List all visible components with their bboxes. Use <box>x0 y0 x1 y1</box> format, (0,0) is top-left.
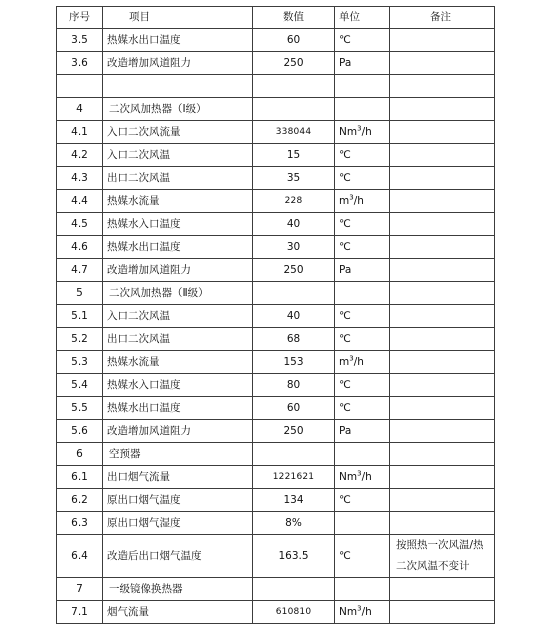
row-no: 7.1 <box>57 601 103 624</box>
row-note <box>390 121 495 144</box>
row-note <box>390 213 495 236</box>
table-row <box>57 489 495 512</box>
table-row <box>57 236 495 259</box>
row-no: 7 <box>57 578 103 601</box>
row-no: 6 <box>57 443 103 466</box>
row-value: 68 <box>253 328 335 351</box>
table-row <box>57 351 495 374</box>
row-unit: Pa <box>335 420 390 443</box>
row-value: 80 <box>253 374 335 397</box>
row-no: 5.4 <box>57 374 103 397</box>
row-no <box>57 75 103 98</box>
table-row <box>57 305 495 328</box>
row-no: 6.2 <box>57 489 103 512</box>
row-note <box>390 144 495 167</box>
row-note <box>390 397 495 420</box>
row-note <box>390 601 495 624</box>
row-no: 3.6 <box>57 52 103 75</box>
row-note <box>390 466 495 489</box>
row-value: 338044 <box>253 121 335 144</box>
row-value <box>253 75 335 98</box>
row-item: 热媒水流量 <box>103 190 253 213</box>
row-unit: ℃ <box>335 535 390 578</box>
row-value: 35 <box>253 167 335 190</box>
row-no: 3.5 <box>57 29 103 52</box>
row-unit: Nm$^3$/h <box>335 601 390 624</box>
header-value: 数值 <box>253 7 335 29</box>
row-unit: ℃ <box>335 489 390 512</box>
row-unit: ℃ <box>335 167 390 190</box>
row-unit: Nm$^3$/h <box>335 466 390 489</box>
row-item: 改造增加风道阻力 <box>103 420 253 443</box>
row-note <box>390 282 495 305</box>
header-unit: 单位 <box>335 7 390 29</box>
table-row <box>57 213 495 236</box>
row-note <box>390 167 495 190</box>
table-row <box>57 397 495 420</box>
row-unit: ℃ <box>335 29 390 52</box>
table-row <box>57 512 495 535</box>
row-unit: Pa <box>335 52 390 75</box>
row-item: 热媒水出口温度 <box>103 236 253 259</box>
header-no: 序号 <box>57 7 103 29</box>
row-note <box>390 420 495 443</box>
row-item: 入口二次风流量 <box>103 121 253 144</box>
row-value: 228 <box>253 190 335 213</box>
row-item: 入口二次风温 <box>103 144 253 167</box>
row-note <box>390 328 495 351</box>
row-item: 热媒水流量 <box>103 351 253 374</box>
row-item: 出口烟气流量 <box>103 466 253 489</box>
row-value: 250 <box>253 259 335 282</box>
row-unit: ℃ <box>335 144 390 167</box>
table-row <box>57 52 495 75</box>
section-title: 二次风加热器（Ⅱ级） <box>103 282 253 305</box>
table-row <box>57 29 495 52</box>
row-value: 1221621 <box>253 466 335 489</box>
row-item: 原出口烟气湿度 <box>103 512 253 535</box>
row-note <box>390 29 495 52</box>
table-row <box>57 259 495 282</box>
row-item: 出口二次风温 <box>103 328 253 351</box>
row-unit <box>335 98 390 121</box>
row-value: 610810 <box>253 601 335 624</box>
row-note <box>390 236 495 259</box>
table-row <box>57 374 495 397</box>
row-item <box>103 75 253 98</box>
row-unit: ℃ <box>335 213 390 236</box>
row-no: 5.1 <box>57 305 103 328</box>
row-note <box>390 374 495 397</box>
row-value: 60 <box>253 29 335 52</box>
row-no: 4 <box>57 98 103 121</box>
row-item: 热媒水出口温度 <box>103 29 253 52</box>
row-item: 入口二次风温 <box>103 305 253 328</box>
row-unit <box>335 75 390 98</box>
row-no: 5.2 <box>57 328 103 351</box>
row-no: 6.4 <box>57 535 103 578</box>
row-item: 原出口烟气温度 <box>103 489 253 512</box>
row-note <box>390 489 495 512</box>
row-no: 4.3 <box>57 167 103 190</box>
row-unit <box>335 443 390 466</box>
table-row <box>57 466 495 489</box>
row-item: 改造后出口烟气温度 <box>103 535 253 578</box>
row-value: 250 <box>253 420 335 443</box>
table-row-empty <box>57 75 495 98</box>
row-item: 改造增加风道阻力 <box>103 52 253 75</box>
row-value: 250 <box>253 52 335 75</box>
row-no: 4.2 <box>57 144 103 167</box>
header-item: 项目 <box>103 7 253 29</box>
row-no: 6.1 <box>57 466 103 489</box>
row-item: 热媒水出口温度 <box>103 397 253 420</box>
section-row <box>57 282 495 305</box>
row-note <box>390 512 495 535</box>
table-row <box>57 121 495 144</box>
row-value <box>253 282 335 305</box>
section-row <box>57 98 495 121</box>
table-row <box>57 601 495 624</box>
row-value: 40 <box>253 213 335 236</box>
row-value: 134 <box>253 489 335 512</box>
row-value: 153 <box>253 351 335 374</box>
row-note <box>390 259 495 282</box>
row-unit <box>335 578 390 601</box>
row-value: 15 <box>253 144 335 167</box>
row-no: 4.1 <box>57 121 103 144</box>
row-no: 4.4 <box>57 190 103 213</box>
row-note <box>390 190 495 213</box>
row-value: 60 <box>253 397 335 420</box>
section-title: 一级镜像换热器 <box>103 578 253 601</box>
row-item: 热媒水入口温度 <box>103 374 253 397</box>
row-unit: $m^3/h$ <box>335 190 390 213</box>
row-note <box>390 443 495 466</box>
row-unit: ℃ <box>335 328 390 351</box>
row-item: 改造增加风道阻力 <box>103 259 253 282</box>
row-note <box>390 75 495 98</box>
section-row <box>57 578 495 601</box>
table-row <box>57 420 495 443</box>
row-unit: ℃ <box>335 236 390 259</box>
table-header-row <box>57 7 495 29</box>
row-note <box>390 578 495 601</box>
row-no: 5.3 <box>57 351 103 374</box>
row-note <box>390 52 495 75</box>
row-value: 8% <box>253 512 335 535</box>
row-unit: ℃ <box>335 305 390 328</box>
table-row <box>57 167 495 190</box>
section-title: 二次风加热器（Ⅰ级） <box>103 98 253 121</box>
row-unit: ℃ <box>335 374 390 397</box>
row-no: 4.7 <box>57 259 103 282</box>
table-row <box>57 190 495 213</box>
section-row <box>57 443 495 466</box>
row-value: 163.5 <box>253 535 335 578</box>
row-unit <box>335 282 390 305</box>
row-no: 5.5 <box>57 397 103 420</box>
parameter-table <box>56 6 495 624</box>
row-note <box>390 98 495 121</box>
row-unit: $m^3/h$ <box>335 351 390 374</box>
row-unit: Nm$^3$/h <box>335 121 390 144</box>
table-row <box>57 144 495 167</box>
table-row <box>57 535 495 578</box>
row-note <box>390 305 495 328</box>
row-no: 6.3 <box>57 512 103 535</box>
row-unit: Pa <box>335 259 390 282</box>
row-no: 5 <box>57 282 103 305</box>
row-value <box>253 98 335 121</box>
row-value <box>253 443 335 466</box>
row-value: 40 <box>253 305 335 328</box>
row-value <box>253 578 335 601</box>
row-value: 30 <box>253 236 335 259</box>
row-item: 热媒水入口温度 <box>103 213 253 236</box>
row-item: 出口二次风温 <box>103 167 253 190</box>
row-no: 4.5 <box>57 213 103 236</box>
row-note <box>390 351 495 374</box>
row-item: 烟气流量 <box>103 601 253 624</box>
row-unit: ℃ <box>335 397 390 420</box>
table-row <box>57 328 495 351</box>
row-no: 4.6 <box>57 236 103 259</box>
section-title: 空预器 <box>103 443 253 466</box>
row-unit <box>335 512 390 535</box>
row-no: 5.6 <box>57 420 103 443</box>
header-note: 备注 <box>390 7 495 29</box>
row-note: 按照热一次风温/热二次风温不变计 <box>390 535 495 578</box>
